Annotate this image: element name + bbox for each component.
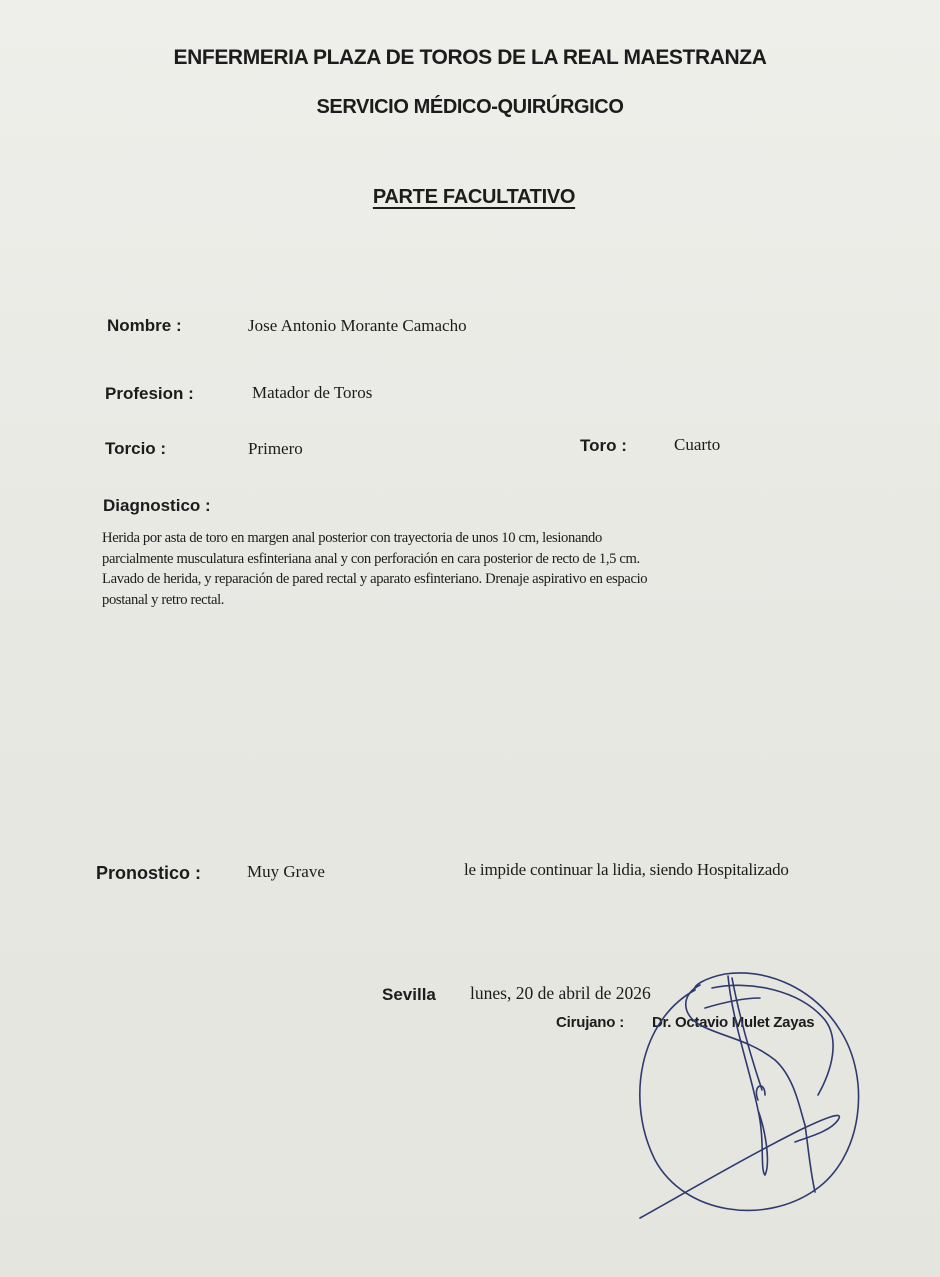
tercio-value: Primero — [248, 439, 303, 458]
prognosis-value: Muy Grave — [247, 862, 325, 881]
surgeon-name: Dr. Octavio Mulet Zayas — [652, 1014, 815, 1031]
institution-heading: ENFERMERIA PLAZA DE TOROS DE LA REAL MAESTRANZA — [173, 46, 767, 69]
toro-label: Toro : — [580, 436, 627, 455]
prognosis-note: le impide continuar la lidia, siendo Hospitalizado — [464, 860, 789, 879]
profession-value: Matador de Toros — [252, 383, 373, 402]
diagnosis-line: postanal y retro rectal. — [102, 591, 225, 608]
tercio-label: Torcio : — [105, 439, 167, 458]
profession-label: Profesion : — [105, 384, 194, 403]
diagnosis-label: Diagnostico : — [103, 496, 211, 515]
diagnosis-line: Herida por asta de toro en margen anal posterior con trayectoria de unos 10 cm, lesionando — [102, 530, 602, 546]
diagnosis-line: parcialmente musculatura esfinteriana anal y con perforación en cara posterior de recto de 1,5 cm. — [102, 550, 640, 567]
toro-value: Cuarto — [674, 435, 721, 454]
diagnosis-text — [102, 528, 862, 610]
name-value: Jose Antonio Morante Camacho — [248, 316, 467, 335]
city-label: Sevilla — [382, 985, 436, 1004]
surgeon-label: Cirujano : — [556, 1014, 624, 1031]
document-title: PARTE FACULTATIVO — [372, 186, 576, 208]
diagnosis-line: Lavado de herida, y reparación de pared rectal y aparato esfinteriano. Drenaje aspirativo en espacio — [102, 571, 648, 587]
prognosis-label: Pronostico : — [96, 863, 202, 883]
report-date: lunes, 20 de abril de 2026 — [470, 983, 651, 1003]
service-heading: SERVICIO MÉDICO-QUIRÚRGICO — [316, 96, 624, 118]
name-label: Nombre : — [107, 316, 182, 335]
